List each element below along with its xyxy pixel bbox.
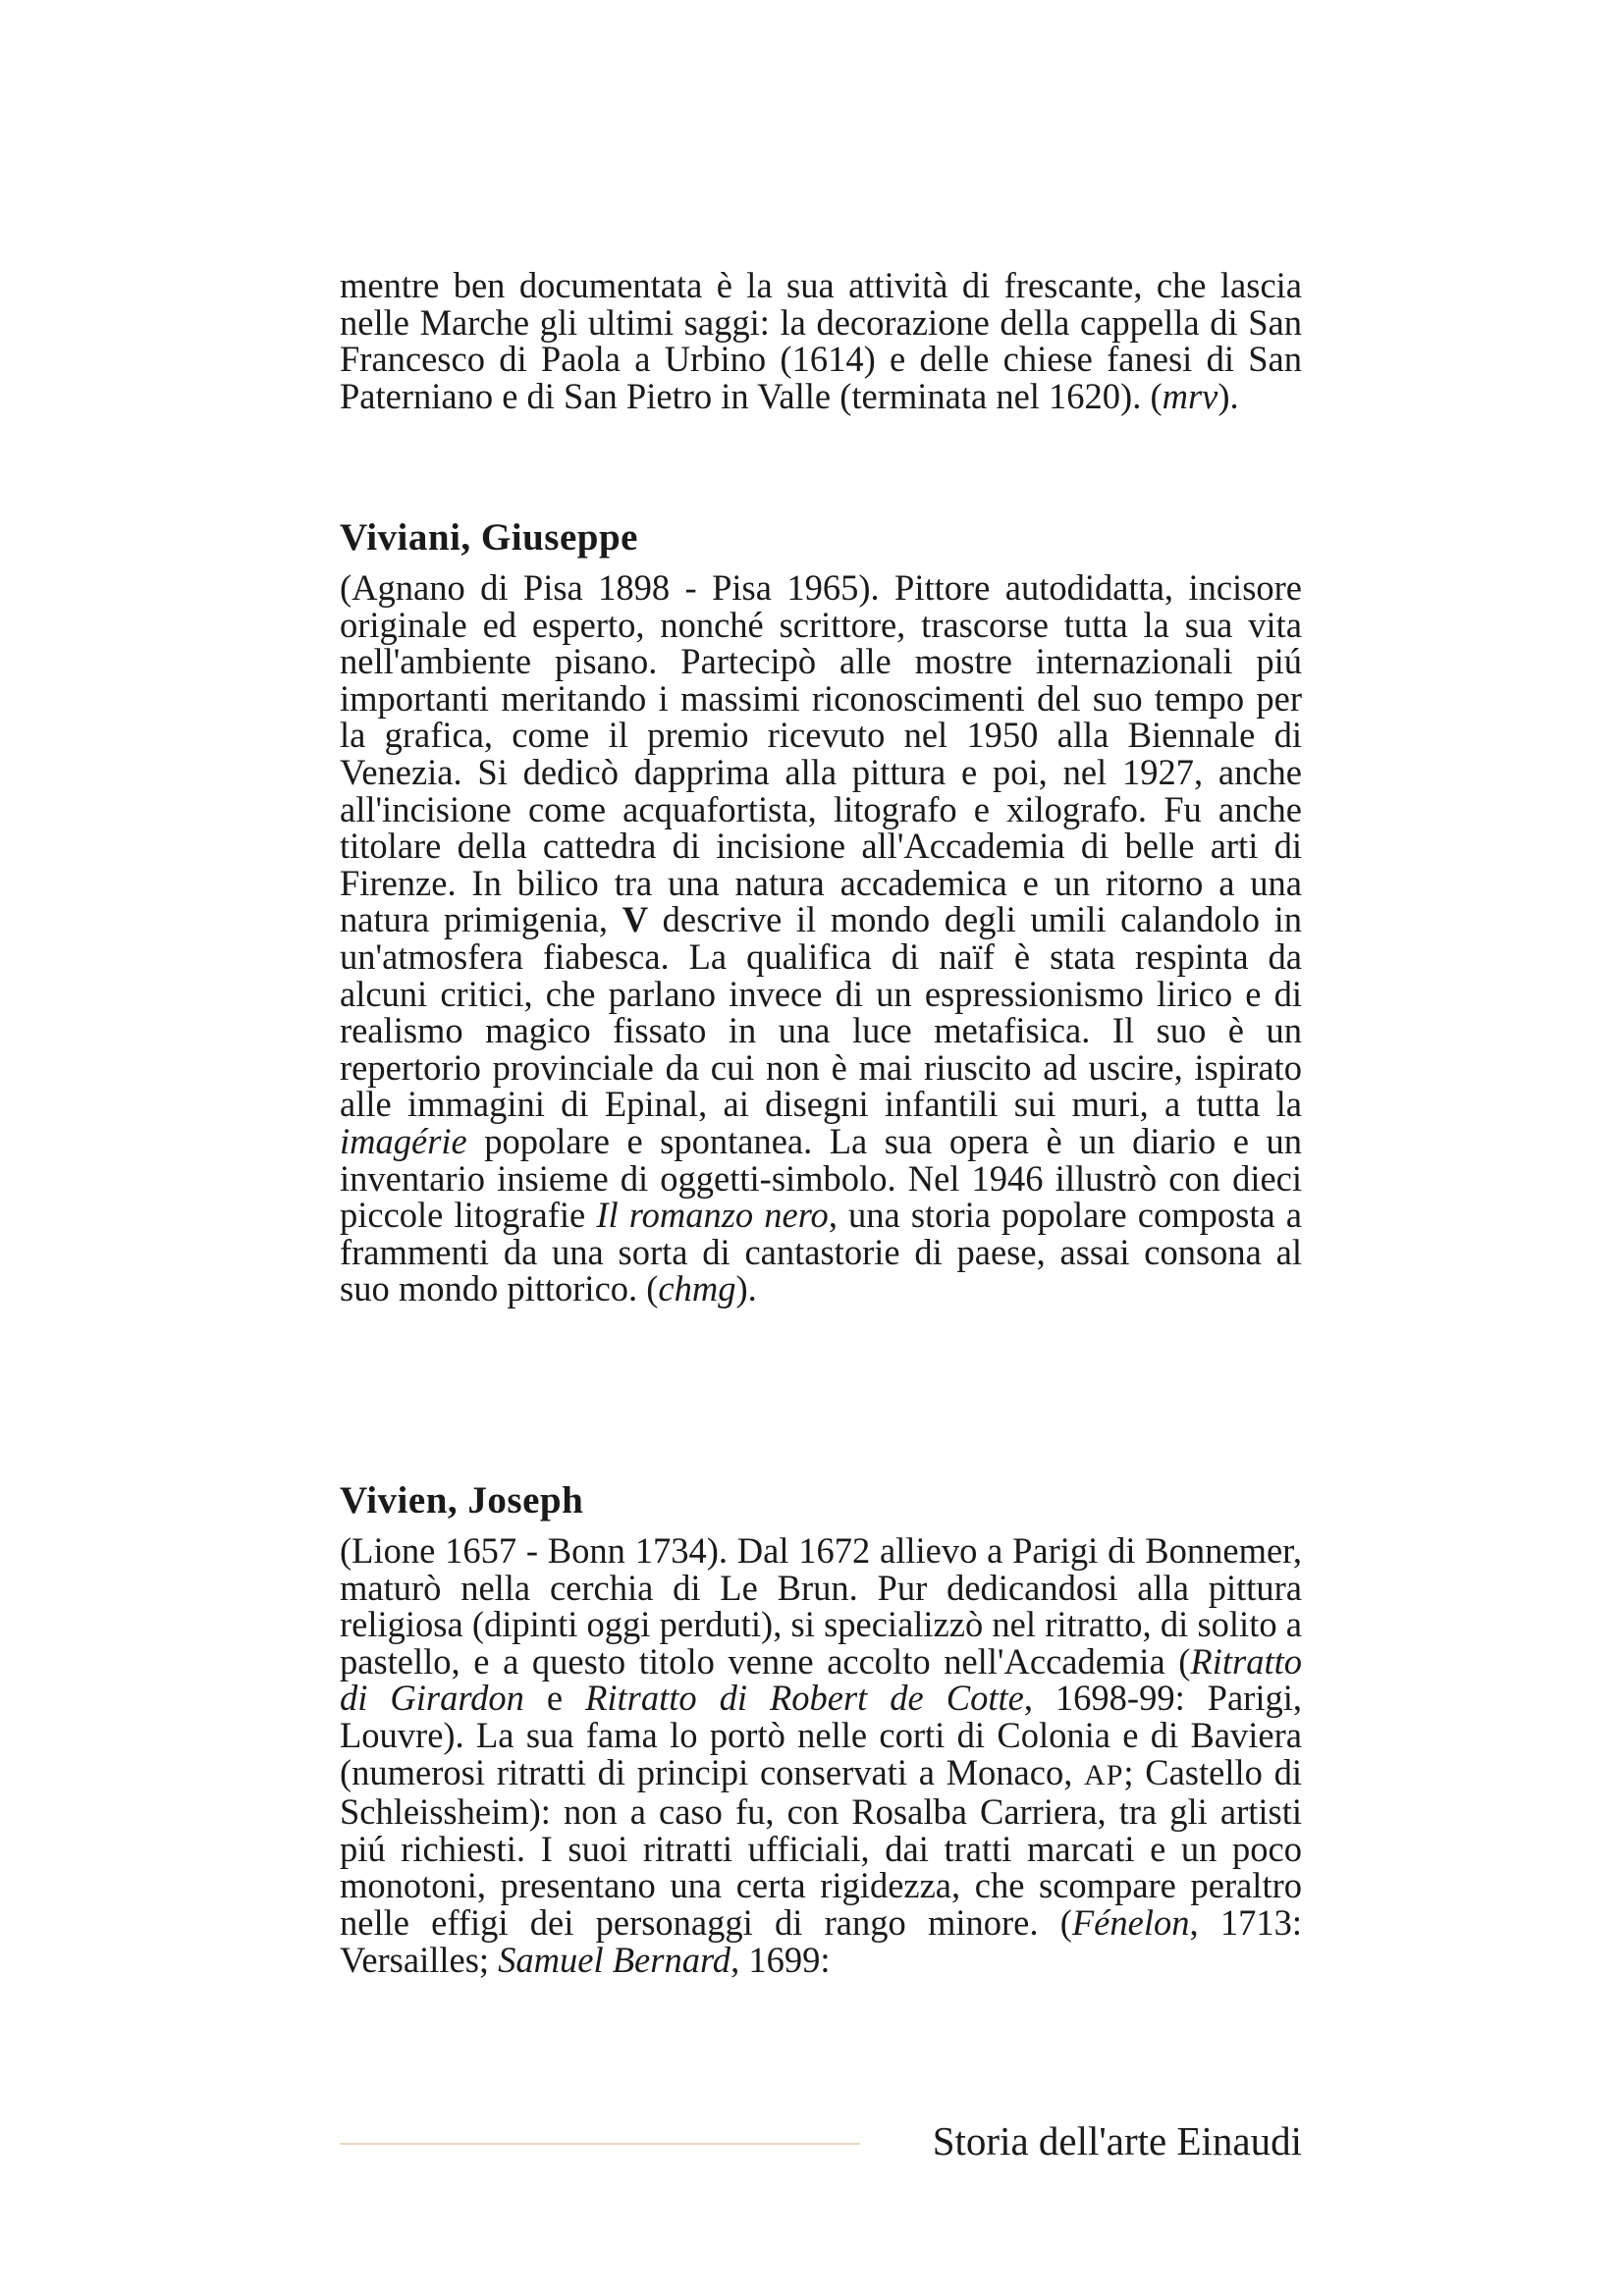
page-body: [340, 267, 1302, 414]
body-text: (Agnano di Pisa 1898 - Pisa 1965). Pittore autodidatta, incisore originale ed esperto, nonché scrittore, trascorse tutta la sua vita nell'ambiente pisano. Partecipò alle mostre internazionali piú importanti meritando i massimi riconoscimenti del suo tempo per la grafica, come il premio ricevuto nel 1950 alla Biennale di Venezia. Si dedicò dapprima alla pittura e poi, nel 1927, anche all'incisione come acquafortista, litografo e xilografo. Fu anche titolare della cattedra di incisione all'Accademia di belle arti di Firenze. In bilico tra una natura accademica e un ritorno a una natura primigenia,: [340, 567, 1302, 940]
body-text: , una storia popolare composta a frammenti da una sorta di cantastorie di paese, assai consona al suo mondo pittorico. (: [340, 1195, 1302, 1309]
body-text: descrive il mondo degli umili calandolo in un'atmosfera fiabesca. La qualifica di naïf è stata respinta da alcuni critici, che parlano invece di un espressionismo lirico e di realismo magico fissato in una luce metafisica. Il suo è un repertorio provinciale da cui non è mai riuscito ad uscire, ispirato alle immagini di Epinal, ai disegni infantili sui muri, a tutta la: [340, 899, 1302, 1125]
work-title: Ritratto di Girardon: [340, 1640, 1302, 1719]
author-initials: chmg: [658, 1268, 736, 1309]
work-title: Fénelon: [1071, 1901, 1190, 1943]
footer-title: Storia dell'arte Einaudi: [932, 2118, 1302, 2163]
work-title: Ritratto di Robert de Cotte: [585, 1678, 1024, 1719]
page-footer: [340, 2118, 1302, 2167]
work-title: Il romanzo nero: [596, 1195, 829, 1236]
body-text: popolare e spontanea. La sua opera è un diario e un inventario insieme di oggetti-simbolo. Nel 1946 illustrò con dieci piccole litografie: [340, 1120, 1302, 1236]
intro-paragraph: [340, 267, 1302, 414]
entry-body: [340, 569, 1302, 1308]
entry-viviani: [340, 518, 1302, 1308]
italic-term: imagérie: [340, 1120, 467, 1161]
body-text: , 1698-99: Parigi, Louvre). La sua fama lo portò nelle corti di Colonia e di Baviera (numerosi ritratti di principi conservati a Monaco,: [340, 1678, 1302, 1792]
body-text: e: [523, 1678, 586, 1719]
body-text: (Lione 1657 - Bonn 1734). Dal 1672 allievo a Parigi di Bonnemer, maturò nella cerchia di Le Brun. Pur dedicandosi alla pittura religiosa (dipinti oggi perduti), si specializzò nel ritratto, di solito a pastello, e a questo titolo venne accolto nell'Accademia (: [340, 1530, 1302, 1682]
intro-text: mentre ben documentata è la sua attività di frescante, che lascia nelle Marche gli ultimi saggi: la decorazione della cappella di San Francesco di Paola a Urbino (1614) e delle chiese fanesi di San Paterniano e di San Pietro in Valle (terminata nel 1620). (: [340, 265, 1302, 416]
body-text: , 1713: Versailles;: [340, 1901, 1302, 1980]
museum-abbreviation: AP: [1084, 1758, 1124, 1791]
body-text: ).: [735, 1268, 757, 1309]
entry-vivien: [340, 1481, 1302, 1978]
abbreviation: V: [622, 899, 649, 940]
entry-heading: Viviani, Giuseppe: [340, 516, 638, 559]
body-text: ; Castello di Schleissheim): non a caso fu, con Rosalba Carriera, tra gli artisti piú richiesti. I suoi ritratti ufficiali, dai tratti marcati e un poco monotoni, presentano una certa rigidezza, che scompare peraltro nelle effigi dei personaggi di rango minore. (: [340, 1751, 1302, 1943]
work-title: Samuel Bernard: [498, 1939, 731, 1980]
intro-tail: ).: [1217, 375, 1239, 416]
footer-rule: [340, 2143, 860, 2145]
body-text: , 1699:: [730, 1939, 831, 1980]
entry-heading: Vivien, Joseph: [340, 1479, 584, 1522]
author-initials: mrv: [1162, 375, 1218, 416]
entry-body: [340, 1532, 1302, 1978]
